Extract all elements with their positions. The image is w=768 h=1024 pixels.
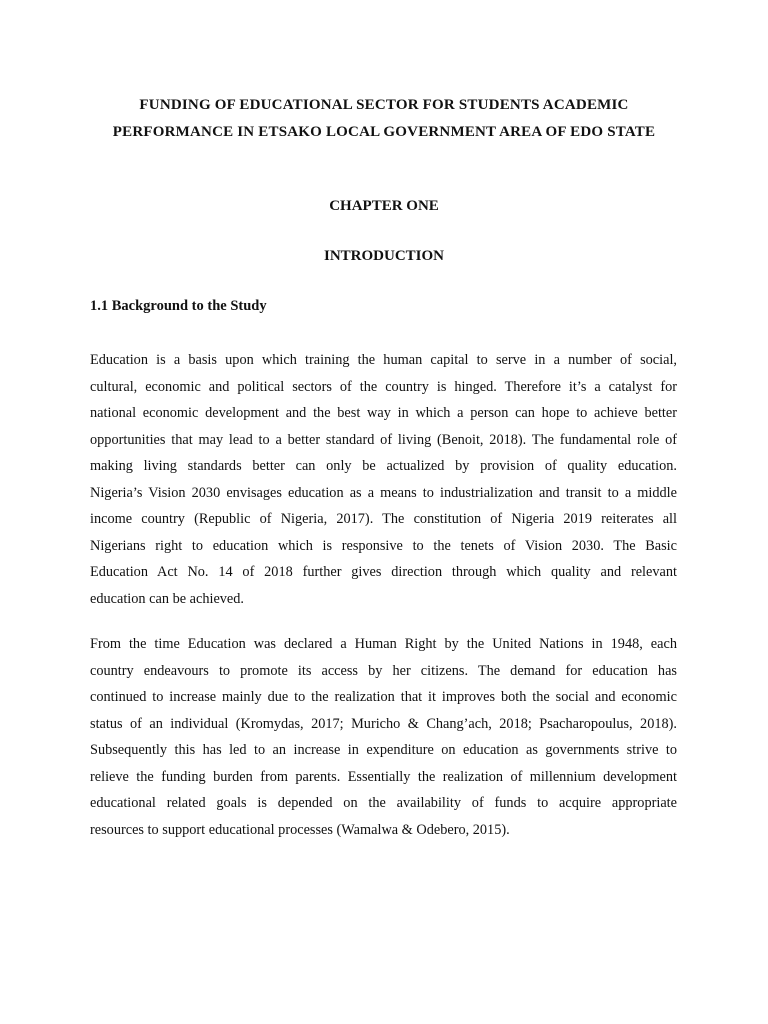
title-line-2: PERFORMANCE IN ETSAKO LOCAL GOVERNMENT AREA OF EDO STATE [112, 124, 656, 140]
paragraph-line: country endeavours to promote its access by her citizens. The demand for education has [90, 662, 677, 679]
paragraph-line: educational related goals is depended on the availability of funds to acquire appropriate [90, 795, 677, 811]
paragraph-line: making living standards better can only be actualized by provision of quality education. [90, 458, 677, 474]
paragraph-line: cultural, economic and political sectors of the country is hinged. Therefore it’s a catalyst for [90, 378, 677, 395]
paragraph-line: Nigerians right to education which is responsive to the tenets of Vision 2030. The Basic [90, 537, 677, 554]
paragraph-line: income country (Republic of Nigeria, 2017). The constitution of Nigeria 2019 reiterates all [90, 511, 677, 527]
paragraph-line: opportunities that may lead to a better standard of living (Benoit, 2018). The fundamental role of [90, 431, 677, 448]
paragraph-line: status of an individual (Kromydas, 2017; Muricho & Chang’ach, 2018; Psacharopoulus, 2018). [90, 715, 677, 732]
paragraph-line: Education is a basis upon which training the human capital to serve in a number of social, [90, 352, 677, 368]
paragraph-line: relieve the funding burden from parents. Essentially the realization of millennium development [90, 768, 677, 785]
section-heading: 1.1 Background to the Study [90, 298, 267, 314]
paragraph-line: national economic development and the best way in which a person can hope to achieve better [90, 405, 677, 421]
document-title [90, 92, 678, 146]
chapter-heading: CHAPTER ONE [329, 198, 439, 214]
paragraph-line: Subsequently this has led to an increase in expenditure on education as governments strive to [90, 742, 677, 758]
paragraph-line: Nigeria’s Vision 2030 envisages education as a means to industrialization and transit to a middle [90, 484, 677, 501]
paragraph-1 [90, 347, 677, 612]
chapter-title: INTRODUCTION [323, 248, 444, 264]
paragraph-line: education can be achieved. [90, 590, 245, 607]
paragraph-line: resources to support educational processes (Wamalwa & Odebero, 2015). [90, 821, 510, 838]
paragraph-line: continued to increase mainly due to the realization that it improves both the social and economic [90, 689, 677, 705]
paragraph-line: Education Act No. 14 of 2018 further gives direction through which quality and relevant [90, 564, 677, 580]
title-line-1: FUNDING OF EDUCATIONAL SECTOR FOR STUDENTS ACADEMIC [139, 97, 629, 113]
paragraph-2 [90, 631, 677, 843]
paragraph-line: From the time Education was declared a Human Right by the United Nations in 1948, each [90, 636, 677, 652]
